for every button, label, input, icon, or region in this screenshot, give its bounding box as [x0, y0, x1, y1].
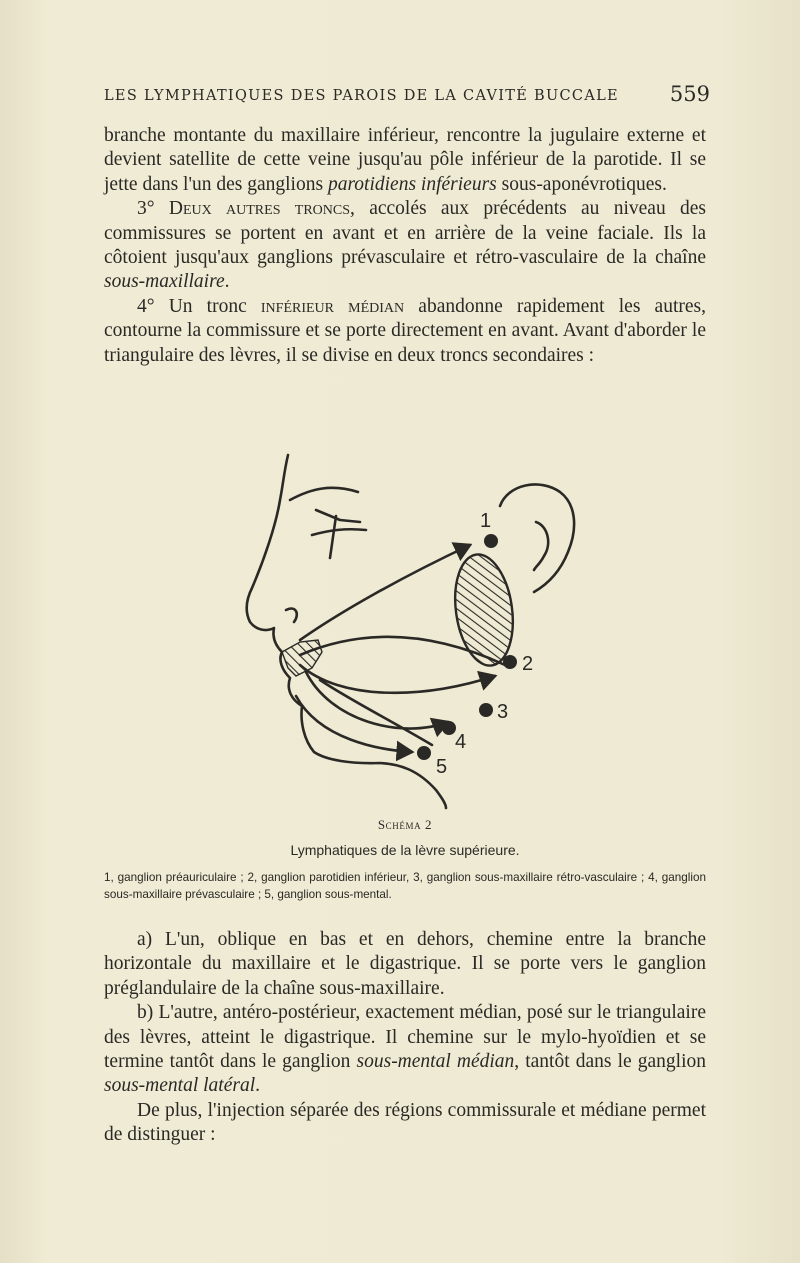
node-label-3: 3	[497, 701, 509, 723]
running-header	[104, 84, 710, 112]
parotid-gland	[448, 551, 519, 670]
lymph-vessel-to-3	[300, 665, 495, 693]
lymph-vessel-to-1	[300, 545, 470, 640]
paragraph-b: b) L'autre, antéro-postérieur, exactement médian, posé sur le triangulaire des lèvres, atteint le digastrique. Il chemine sur le mylo-hyoïdien et se termine tantôt dans le ganglion sous-mental médian, tantôt dans le ganglion sous-mental latéral.	[104, 1002, 706, 1097]
lip-hatching	[282, 640, 322, 676]
paragraph-item-3: 3° Deux autres troncs, accolés aux précédents au niveau des commissures se portent en avant et en arrière de la veine faciale. Ils la côtoient jusqu'aux ganglions prévasculaire et rétro-vasculaire de la chaîne sous-maxillaire.	[104, 198, 707, 293]
node-label-5: 5	[436, 756, 448, 778]
node-1	[484, 534, 498, 548]
figure-legend: 1, ganglion préauriculaire ; 2, ganglion parotidien inférieur, 3, ganglion sous-maxillaire rétro-vasculaire ; 4, ganglion sous-maxillaire prévasculaire ; 5, ganglion sous-mental.	[104, 871, 706, 901]
eyebrow	[290, 488, 358, 500]
lymphatics-schematic-figure	[200, 440, 580, 810]
paragraph-a: a) L'un, oblique en bas et en dehors, chemine entre la branche horizontale du maxillaire et le digastrique. Il se porte vers le ganglion préglandulaire de la chaîne sous-maxillaire.	[104, 929, 706, 999]
figure-subtitle: Lymphatiques de la lèvre supérieure.	[290, 842, 520, 858]
eye	[312, 510, 366, 558]
node-label-2: 2	[522, 653, 534, 675]
lower-lip-vessel	[320, 680, 432, 745]
ear	[500, 484, 574, 592]
node-4	[442, 721, 456, 735]
page-number: 559	[669, 82, 710, 106]
paragraph-item-4: 4° Un tronc inférieur médian abandonne rapidement les autres, contourne la commissure et se porte directement en avant. Avant d'aborder le triangulaire des lèvres, il se divise en deux troncs secondaires :	[104, 295, 706, 366]
running-title: LES LYMPHATIQUES DES PAROIS DE LA CAVITÉ BUCCALE	[104, 88, 619, 104]
paragraph-continued: branche montante du maxillaire inférieur, rencontre la jugulaire externe et devient satellite de cette veine jusqu'au pôle inférieur de la parotide. Il se jette dans l'un des ganglions parotidiens inférieurs sous-aponévrotiques.	[104, 125, 706, 195]
node-3	[479, 703, 493, 717]
node-label-4: 4	[455, 731, 467, 753]
node-label-1: 1	[480, 510, 492, 532]
node-5	[417, 746, 431, 760]
paragraph-c: De plus, l'injection séparée des régions commissurale et médiane permet de distinguer :	[104, 1099, 706, 1146]
figure-title: Schéma 2	[377, 817, 433, 832]
body-text-top	[104, 124, 706, 368]
body-text-bottom	[104, 928, 706, 1148]
node-2	[503, 655, 517, 669]
nostril	[286, 609, 297, 622]
face-profile	[247, 455, 446, 808]
